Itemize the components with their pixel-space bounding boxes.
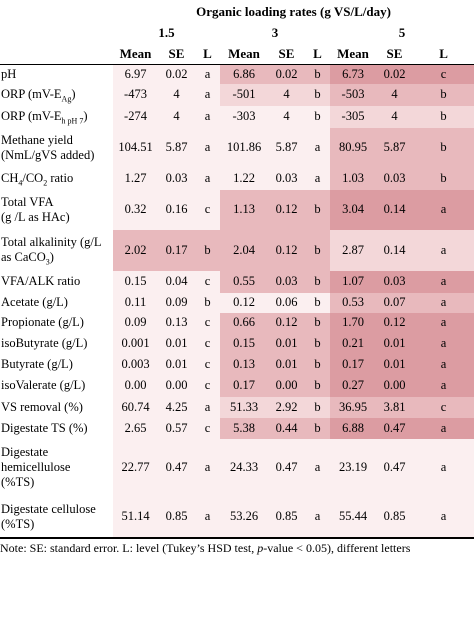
mean-cell: 1.27 xyxy=(113,168,158,190)
level-cell: a xyxy=(413,230,474,271)
note-suffix: -value < 0.05), different letters xyxy=(263,541,411,555)
mean-cell: 24.33 xyxy=(220,439,268,497)
level-cell: b xyxy=(305,375,330,397)
table-row xyxy=(0,293,474,313)
mean-cell: 1.03 xyxy=(330,168,376,190)
row-label-part: ORP (mV-E xyxy=(1,109,62,123)
se-cell: 0.14 xyxy=(376,190,413,230)
se-cell: 0.47 xyxy=(376,418,413,439)
level-cell: a xyxy=(413,418,474,439)
se-cell: 4 xyxy=(376,84,413,106)
row-label-part: Digestate TS (%) xyxy=(1,420,88,435)
se-cell: 0.01 xyxy=(376,333,413,354)
row-label-part: 4 xyxy=(18,178,23,188)
level-cell: a xyxy=(195,84,220,106)
group-header: 3 xyxy=(271,25,279,40)
mean-cell: 0.15 xyxy=(220,333,268,354)
row-label-part: Digestate xyxy=(1,445,49,459)
mean-cell: 1.13 xyxy=(220,190,268,230)
se-cell: 0.47 xyxy=(158,439,195,497)
mean-cell: 0.00 xyxy=(113,375,158,397)
level-cell: a xyxy=(195,497,220,538)
level-cell: c xyxy=(195,313,220,333)
mean-cell: 0.32 xyxy=(113,190,158,230)
mean-cell: 55.44 xyxy=(330,497,376,538)
col-header: SE xyxy=(268,43,305,65)
level-cell: b xyxy=(305,418,330,439)
row-label-part: Total alkalinity (g/L xyxy=(1,235,102,249)
row-label-part: Digestate cellulose xyxy=(1,501,96,516)
mean-cell: 0.55 xyxy=(220,271,268,293)
row-label xyxy=(0,128,113,168)
row-label-part: Total VFA xyxy=(1,194,54,209)
mean-cell: 6.86 xyxy=(220,65,268,84)
level-cell: c xyxy=(413,65,474,84)
row-label-part: ) xyxy=(71,87,76,101)
table-row xyxy=(0,375,474,397)
level-cell: b xyxy=(413,128,474,168)
se-cell: 5.87 xyxy=(158,128,195,168)
level-cell: a xyxy=(413,354,474,375)
row-label-part: (g /L as HAc) xyxy=(1,209,70,224)
se-cell: 0.01 xyxy=(268,333,305,354)
row-label-part: Methane yield xyxy=(1,132,73,147)
header-group-row xyxy=(0,22,474,43)
se-cell: 0.06 xyxy=(268,293,305,313)
level-cell: a xyxy=(413,313,474,333)
mean-cell: 2.04 xyxy=(220,230,268,271)
level-cell: c xyxy=(195,190,220,230)
se-cell: 4 xyxy=(268,84,305,106)
row-label-part: (NmL/gVS added) xyxy=(1,147,95,162)
mean-cell: 36.95 xyxy=(330,397,376,418)
se-cell: 0.03 xyxy=(376,271,413,293)
level-cell: a xyxy=(305,168,330,190)
mean-cell: -274 xyxy=(113,106,158,128)
level-cell: a xyxy=(195,397,220,418)
level-cell: a xyxy=(195,168,220,190)
table-row xyxy=(0,230,474,271)
row-label xyxy=(0,106,113,128)
mean-cell: 0.003 xyxy=(113,354,158,375)
row-label-part: (%TS) xyxy=(1,475,35,489)
mean-cell: 23.19 xyxy=(330,439,376,497)
level-cell: a xyxy=(305,497,330,538)
table-row xyxy=(0,128,474,168)
se-cell: 0.01 xyxy=(158,354,195,375)
mean-cell: -305 xyxy=(330,106,376,128)
level-cell: c xyxy=(195,333,220,354)
col-header: L xyxy=(195,43,220,65)
mean-cell: 6.97 xyxy=(113,65,158,84)
mean-cell: 51.14 xyxy=(113,497,158,538)
level-cell: a xyxy=(195,439,220,497)
se-cell: 0.16 xyxy=(158,190,195,230)
mean-cell: 1.07 xyxy=(330,271,376,293)
se-cell: 0.85 xyxy=(268,497,305,538)
level-cell: b xyxy=(305,65,330,84)
row-label-part: ) xyxy=(83,109,88,123)
mean-cell: 5.38 xyxy=(220,418,268,439)
level-cell: b xyxy=(305,190,330,230)
row-label xyxy=(0,354,113,375)
row-label-part: VS removal (%) xyxy=(1,399,83,414)
group-header: 1.5 xyxy=(158,25,175,40)
level-cell: b xyxy=(413,84,474,106)
se-cell: 0.09 xyxy=(158,293,195,313)
col-header: SE xyxy=(376,43,413,65)
row-label-part: (%TS) xyxy=(1,516,35,531)
mean-cell: -501 xyxy=(220,84,268,106)
se-cell: 4.25 xyxy=(158,397,195,418)
se-cell: 0.01 xyxy=(268,354,305,375)
level-cell: b xyxy=(195,293,220,313)
level-cell: a xyxy=(413,439,474,497)
level-cell: c xyxy=(195,375,220,397)
level-cell: b xyxy=(305,333,330,354)
mean-cell: 0.27 xyxy=(330,375,376,397)
table-row xyxy=(0,397,474,418)
se-cell: 0.17 xyxy=(158,230,195,271)
row-label xyxy=(0,190,113,230)
se-cell: 0.47 xyxy=(268,439,305,497)
row-label-part: 3 xyxy=(45,257,50,267)
se-cell: 0.12 xyxy=(376,313,413,333)
mean-cell: 0.66 xyxy=(220,313,268,333)
level-cell: c xyxy=(195,354,220,375)
table-row xyxy=(0,168,474,190)
se-cell: 0.57 xyxy=(158,418,195,439)
row-label xyxy=(0,271,113,293)
row-label-part: pH xyxy=(1,66,17,81)
mean-cell: 51.33 xyxy=(220,397,268,418)
se-cell: 0.07 xyxy=(376,293,413,313)
se-cell: 0.12 xyxy=(268,313,305,333)
mean-cell: -303 xyxy=(220,106,268,128)
mean-cell: 60.74 xyxy=(113,397,158,418)
level-cell: c xyxy=(195,418,220,439)
level-cell: b xyxy=(305,230,330,271)
col-header: Mean xyxy=(113,43,158,65)
mean-cell: 6.88 xyxy=(330,418,376,439)
level-cell: b xyxy=(305,397,330,418)
mean-cell: 22.77 xyxy=(113,439,158,497)
row-label-part: hemicellulose xyxy=(1,460,71,474)
mean-cell: 0.13 xyxy=(220,354,268,375)
se-cell: 3.81 xyxy=(376,397,413,418)
table-row xyxy=(0,354,474,375)
col-header: L xyxy=(305,43,330,65)
mean-cell: 0.21 xyxy=(330,333,376,354)
table-row xyxy=(0,497,474,538)
row-label xyxy=(0,497,113,538)
row-label-part: VFA/ALK ratio xyxy=(1,274,81,288)
row-label-part: /CO xyxy=(22,171,44,185)
table-row xyxy=(0,313,474,333)
se-cell: 0.47 xyxy=(376,439,413,497)
se-cell: 0.14 xyxy=(376,230,413,271)
level-cell: b xyxy=(305,313,330,333)
mean-cell: 2.65 xyxy=(113,418,158,439)
row-label-part: CH xyxy=(1,171,19,185)
col-header: Mean xyxy=(220,43,268,65)
row-label xyxy=(0,333,113,354)
level-cell: a xyxy=(413,293,474,313)
col-header: SE xyxy=(158,43,195,65)
row-label xyxy=(0,375,113,397)
se-cell: 4 xyxy=(158,84,195,106)
se-cell: 2.92 xyxy=(268,397,305,418)
table-row xyxy=(0,65,474,84)
mean-cell: 0.17 xyxy=(330,354,376,375)
mean-cell: 104.51 xyxy=(113,128,158,168)
se-cell: 0.03 xyxy=(376,168,413,190)
se-cell: 5.87 xyxy=(268,128,305,168)
mean-cell: 2.87 xyxy=(330,230,376,271)
row-label-part: ratio xyxy=(47,171,74,185)
level-cell: c xyxy=(195,271,220,293)
row-label xyxy=(0,418,113,439)
se-cell: 0.02 xyxy=(268,65,305,84)
table-row xyxy=(0,439,474,497)
level-cell: a xyxy=(305,128,330,168)
se-cell: 0.00 xyxy=(376,375,413,397)
level-cell: b xyxy=(305,84,330,106)
mean-cell: 3.04 xyxy=(330,190,376,230)
table-row xyxy=(0,84,474,106)
row-label xyxy=(0,230,113,271)
table-row xyxy=(0,106,474,128)
se-cell: 4 xyxy=(268,106,305,128)
mean-cell: 2.02 xyxy=(113,230,158,271)
mean-cell: 0.09 xyxy=(113,313,158,333)
table-row xyxy=(0,271,474,293)
se-cell: 0.44 xyxy=(268,418,305,439)
mean-cell: 1.22 xyxy=(220,168,268,190)
mean-cell: 1.70 xyxy=(330,313,376,333)
table-row xyxy=(0,333,474,354)
table-title: Organic loading rates (g VS/L/day) xyxy=(196,3,391,19)
note-prefix: Note: SE: standard error. L: level (Tukey’s HSD test, xyxy=(0,541,258,555)
header-column-row xyxy=(0,43,474,65)
row-label-part: as CaCO xyxy=(1,250,46,264)
level-cell: b xyxy=(305,354,330,375)
level-cell: a xyxy=(413,497,474,538)
mean-cell: 0.17 xyxy=(220,375,268,397)
table-row xyxy=(0,418,474,439)
level-cell: a xyxy=(413,375,474,397)
se-cell: 0.03 xyxy=(268,168,305,190)
row-label-part: isoButyrate (g/L) xyxy=(1,335,88,350)
row-label-part: Acetate (g/L) xyxy=(1,295,68,309)
se-cell: 0.13 xyxy=(158,313,195,333)
row-label xyxy=(0,313,113,333)
row-label-part: 2 xyxy=(43,178,48,188)
mean-cell: -503 xyxy=(330,84,376,106)
level-cell: a xyxy=(195,106,220,128)
level-cell: c xyxy=(413,397,474,418)
col-header: Mean xyxy=(330,43,376,65)
mean-cell: -473 xyxy=(113,84,158,106)
table-row xyxy=(0,190,474,230)
row-label xyxy=(0,84,113,106)
col-header: L xyxy=(413,43,474,65)
level-cell: a xyxy=(305,439,330,497)
mean-cell: 80.95 xyxy=(330,128,376,168)
level-cell: a xyxy=(413,190,474,230)
header-title-row xyxy=(0,0,474,22)
level-cell: a xyxy=(413,271,474,293)
se-cell: 0.04 xyxy=(158,271,195,293)
se-cell: 5.87 xyxy=(376,128,413,168)
level-cell: b xyxy=(413,106,474,128)
row-label xyxy=(0,439,113,497)
se-cell: 0.01 xyxy=(158,333,195,354)
level-cell: a xyxy=(195,65,220,84)
row-label-part: ) xyxy=(49,250,54,264)
se-cell: 4 xyxy=(158,106,195,128)
se-cell: 0.01 xyxy=(376,354,413,375)
row-label xyxy=(0,65,113,84)
level-cell: b xyxy=(195,230,220,271)
level-cell: a xyxy=(413,333,474,354)
row-label-part: Butyrate (g/L) xyxy=(1,356,73,371)
mean-cell: 101.86 xyxy=(220,128,268,168)
row-label xyxy=(0,168,113,190)
se-cell: 4 xyxy=(376,106,413,128)
table-note xyxy=(0,538,474,556)
se-cell: 0.00 xyxy=(158,375,195,397)
mean-cell: 6.73 xyxy=(330,65,376,84)
se-cell: 0.85 xyxy=(376,497,413,538)
se-cell: 0.03 xyxy=(268,271,305,293)
note-italic: p xyxy=(257,541,264,555)
mean-cell: 53.26 xyxy=(220,497,268,538)
mean-cell: 0.53 xyxy=(330,293,376,313)
row-label-part: Propionate (g/L) xyxy=(1,315,84,329)
level-cell: b xyxy=(305,271,330,293)
mean-cell: 0.11 xyxy=(113,293,158,313)
se-cell: 0.02 xyxy=(376,65,413,84)
row-label xyxy=(0,397,113,418)
mean-cell: 0.001 xyxy=(113,333,158,354)
se-cell: 0.12 xyxy=(268,190,305,230)
se-cell: 0.03 xyxy=(158,168,195,190)
mean-cell: 0.12 xyxy=(220,293,268,313)
mean-cell: 0.15 xyxy=(113,271,158,293)
row-label-part: isoValerate (g/L) xyxy=(1,378,86,392)
group-header: 5 xyxy=(398,25,406,40)
row-label xyxy=(0,293,113,313)
se-cell: 0.02 xyxy=(158,65,195,84)
se-cell: 0.00 xyxy=(268,375,305,397)
level-cell: b xyxy=(305,106,330,128)
row-label-part: Ag xyxy=(61,94,72,104)
se-cell: 0.85 xyxy=(158,497,195,538)
level-cell: a xyxy=(195,128,220,168)
level-cell: b xyxy=(413,168,474,190)
level-cell: b xyxy=(305,293,330,313)
se-cell: 0.12 xyxy=(268,230,305,271)
row-label-part: ORP (mV-E xyxy=(1,87,62,101)
row-label-part: h pH 7 xyxy=(61,116,84,126)
